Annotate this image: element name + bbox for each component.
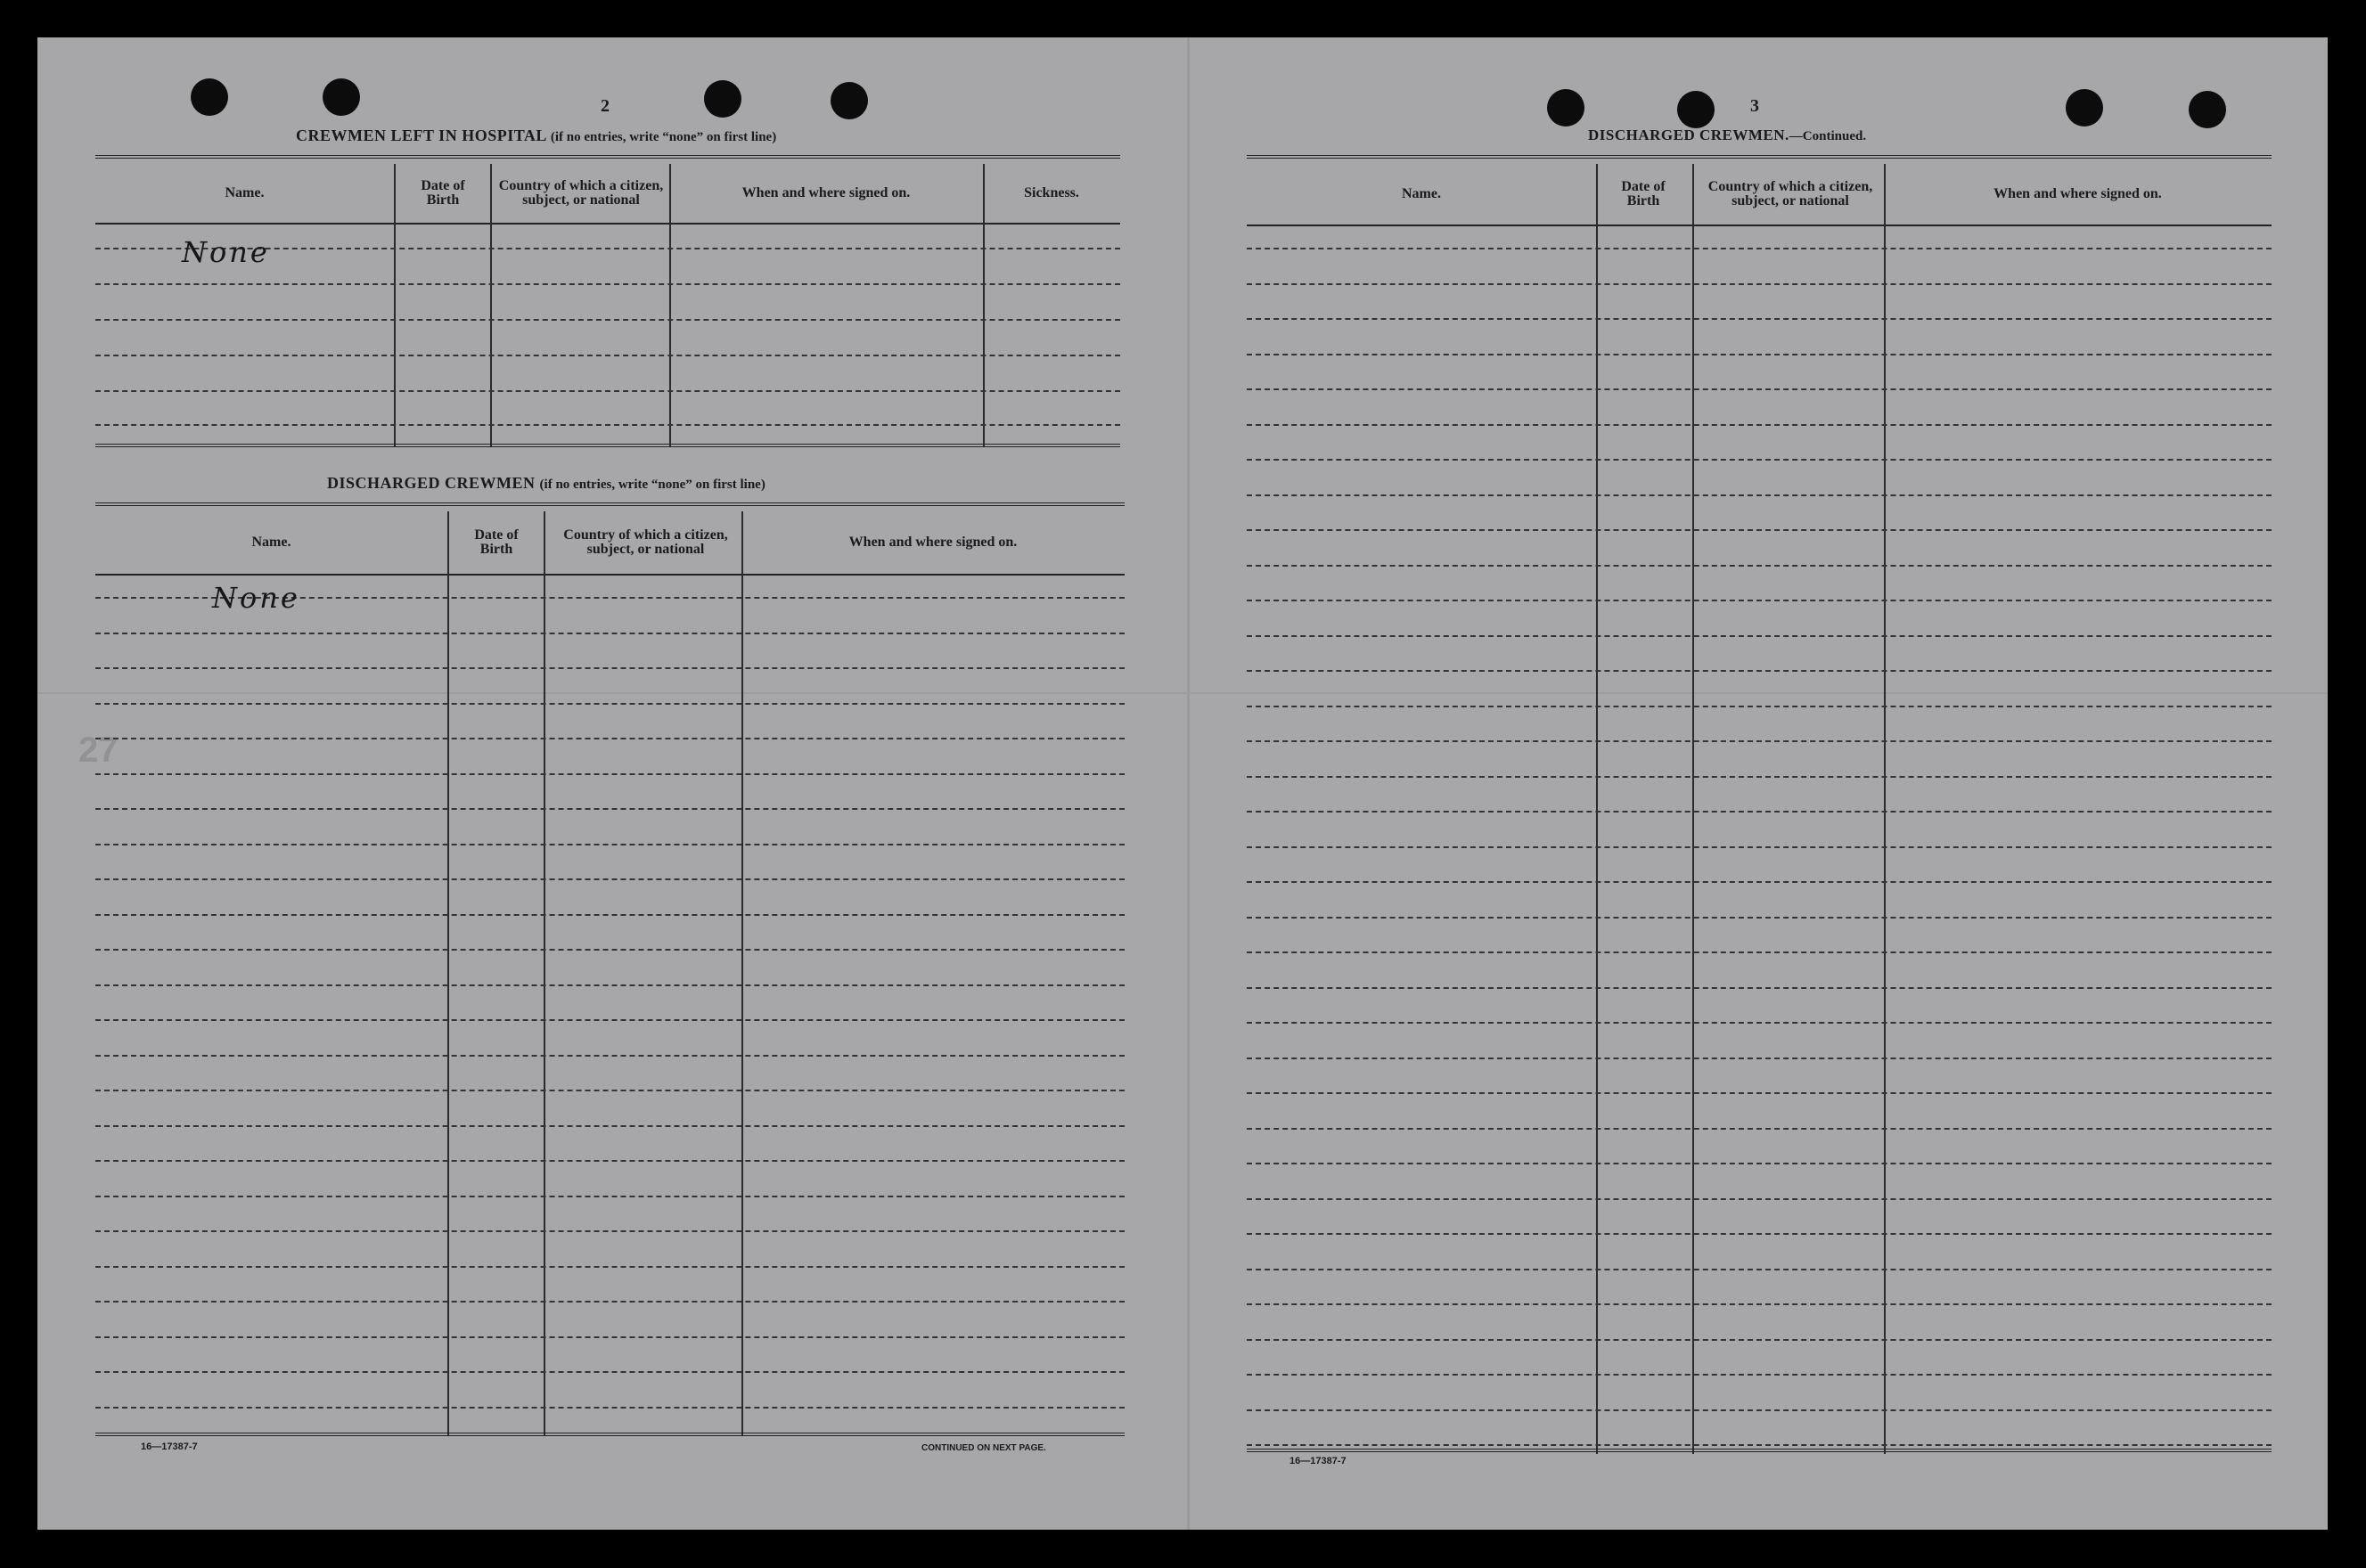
ruled-line xyxy=(1247,354,2272,355)
punch-hole-icon xyxy=(1547,89,1584,127)
ruled-line xyxy=(1247,670,2272,672)
ruled-line xyxy=(1247,1409,2272,1411)
ruled-line xyxy=(1247,706,2272,707)
ruled-line xyxy=(1247,494,2272,496)
hospital-section-title xyxy=(296,127,776,145)
hospital-table xyxy=(95,155,1120,449)
ruled-line xyxy=(1247,565,2272,567)
hospital-instruction: (if no entries, write “none” on first line) xyxy=(550,130,777,144)
col-header-sickness: Sickness. xyxy=(1024,185,1079,200)
ruled-line xyxy=(1247,1444,2272,1446)
hospital-handwritten-entry: None xyxy=(182,235,270,269)
discharged-title-text: DISCHARGED CREWMEN xyxy=(327,474,536,492)
ruled-line xyxy=(95,1090,1125,1091)
ruled-line xyxy=(1247,318,2272,320)
ruled-line xyxy=(95,1125,1125,1127)
form-number-left: 16—17387-7 xyxy=(141,1441,198,1452)
col-header-signed-on: When and where signed on. xyxy=(848,535,1018,550)
col-header-signed-on: When and where signed on. xyxy=(741,185,911,200)
punch-hole-icon xyxy=(704,80,741,118)
col-header-country: Country of which a citizen, subject, or national xyxy=(1707,179,1873,208)
ruled-line xyxy=(1247,1163,2272,1164)
ruled-line xyxy=(95,703,1125,705)
ruled-line xyxy=(95,984,1125,986)
punch-hole-icon xyxy=(1677,91,1715,128)
faded-stamp-icon: 27 xyxy=(78,731,119,770)
ruled-line xyxy=(1247,951,2272,953)
col-header-name: Name. xyxy=(251,535,291,550)
continued-note: CONTINUED ON NEXT PAGE. xyxy=(921,1443,1046,1453)
discharged-table-right xyxy=(1247,155,2272,1456)
ruled-line xyxy=(1247,388,2272,390)
document-sheet xyxy=(37,37,2328,1530)
ruled-line xyxy=(1247,917,2272,919)
ruled-line xyxy=(1247,1128,2272,1130)
punch-hole-icon xyxy=(191,78,228,116)
ruled-line xyxy=(1247,776,2272,778)
ruled-line xyxy=(95,738,1125,739)
punch-hole-icon xyxy=(831,82,868,119)
discharged-handwritten-entry: None xyxy=(212,581,300,615)
ruled-line xyxy=(95,1196,1125,1197)
col-header-country: Country of which a citizen, subject, or national xyxy=(498,178,664,208)
ruled-line xyxy=(1247,635,2272,637)
ruled-line xyxy=(1247,248,2272,249)
ruled-line xyxy=(95,808,1125,810)
ruled-line xyxy=(95,878,1125,880)
ruled-line xyxy=(1247,881,2272,883)
discharged-table-left xyxy=(95,502,1125,1438)
page-number-right: 3 xyxy=(1750,96,1759,116)
ruled-line xyxy=(1247,1374,2272,1376)
ruled-line xyxy=(95,1055,1125,1057)
form-number-right: 16—17387-7 xyxy=(1289,1456,1347,1466)
col-header-signed-on: When and where signed on. xyxy=(1993,186,2162,201)
ruled-line xyxy=(95,844,1125,845)
col-header-date-of-birth: Date of Birth xyxy=(421,178,465,208)
col-header-country: Country of which a citizen, subject, or national xyxy=(563,527,728,557)
ruled-line xyxy=(95,1019,1125,1021)
ruled-line xyxy=(1247,740,2272,742)
center-fold xyxy=(1187,37,1190,1530)
ruled-line xyxy=(1247,529,2272,531)
col-header-date-of-birth: Date of Birth xyxy=(1621,179,1666,208)
punch-hole-icon xyxy=(323,78,360,116)
ruled-line xyxy=(95,773,1125,775)
ruled-line xyxy=(95,1336,1125,1338)
ruled-line xyxy=(1247,459,2272,461)
hospital-title-text: CREWMEN LEFT IN HOSPITAL xyxy=(296,127,546,144)
discharged-continued-suffix: —Continued. xyxy=(1789,129,1867,143)
ruled-line xyxy=(1247,1092,2272,1094)
ruled-line xyxy=(1247,600,2272,601)
ruled-line xyxy=(1247,987,2272,989)
ruled-line xyxy=(95,1230,1125,1232)
discharged-instruction: (if no entries, write “none” on first line) xyxy=(539,478,765,492)
ruled-line xyxy=(95,1407,1125,1409)
punch-hole-icon xyxy=(2066,89,2103,127)
col-header-date-of-birth: Date of Birth xyxy=(474,527,519,557)
ruled-line xyxy=(95,1301,1125,1303)
discharged-section-title xyxy=(327,474,765,493)
ruled-line xyxy=(1247,1058,2272,1059)
ruled-line xyxy=(95,633,1125,634)
ruled-line xyxy=(1247,1303,2272,1305)
ruled-line xyxy=(95,914,1125,916)
col-header-name: Name. xyxy=(225,185,265,200)
ruled-line xyxy=(1247,1269,2272,1270)
discharged-continued-title xyxy=(1588,127,1866,144)
ruled-line xyxy=(1247,811,2272,813)
punch-hole-icon xyxy=(2189,91,2226,128)
ruled-line xyxy=(1247,1198,2272,1200)
col-header-name: Name. xyxy=(1402,186,1441,201)
ruled-line xyxy=(1247,1339,2272,1341)
page-number-left: 2 xyxy=(601,96,610,116)
ruled-line xyxy=(1247,1233,2272,1235)
ruled-line xyxy=(95,1160,1125,1162)
ruled-line xyxy=(95,667,1125,669)
discharged-continued-title-text: DISCHARGED CREWMEN. xyxy=(1588,127,1789,143)
ruled-line xyxy=(1247,846,2272,848)
ruled-line xyxy=(95,1371,1125,1373)
ruled-line xyxy=(1247,1022,2272,1024)
ruled-line xyxy=(1247,283,2272,285)
ruled-line xyxy=(95,949,1125,951)
ruled-line xyxy=(95,1266,1125,1268)
ruled-line xyxy=(1247,424,2272,426)
